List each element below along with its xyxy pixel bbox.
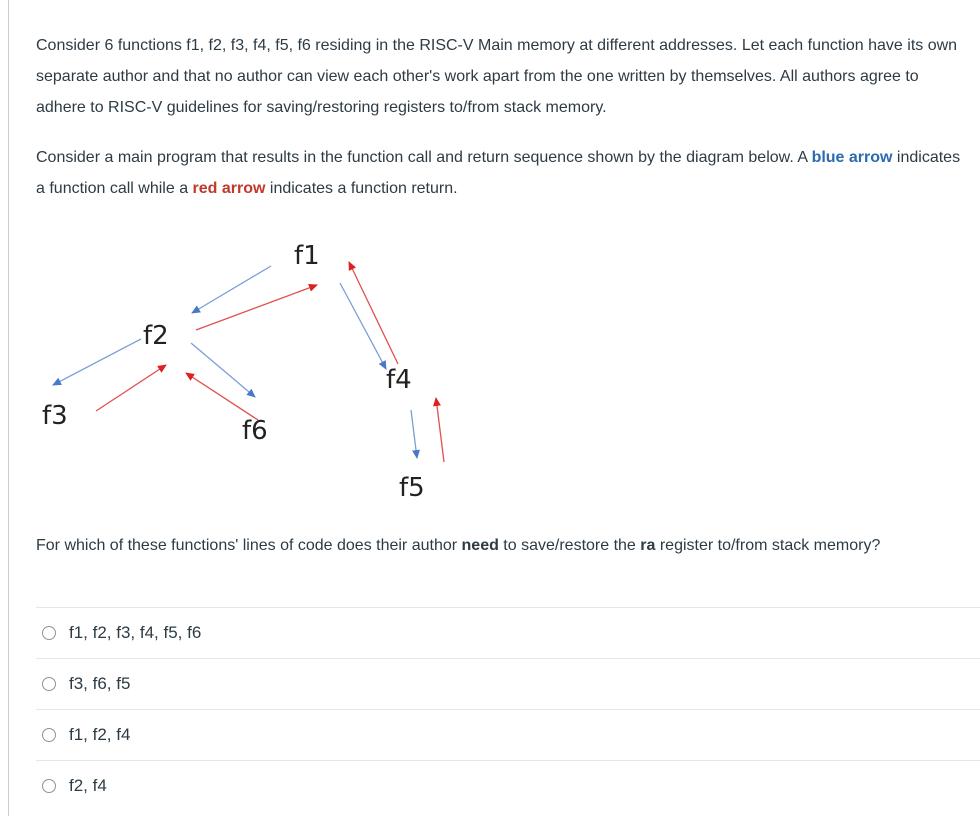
radio-button[interactable] — [42, 779, 56, 793]
question-text-1: For which of these functions' lines of code does their author — [36, 537, 462, 554]
node-f5: f5 — [399, 473, 425, 503]
answer-list — [36, 607, 980, 811]
quiz-question-card — [8, 0, 980, 816]
blue-arrow-text: blue arrow — [811, 149, 893, 166]
radio-button[interactable] — [42, 677, 56, 691]
answer-option[interactable] — [36, 709, 980, 760]
question-ra: ra — [640, 537, 656, 554]
call-arrow-f2-f3 — [53, 339, 141, 385]
call-arrow-f2-f6 — [191, 343, 255, 397]
return-arrow-f5-f4 — [436, 398, 444, 462]
intro-p2-text-1: Consider a main program that results in the function call and return sequence shown by the diagram below. A — [36, 149, 812, 166]
question-text-3: register to/from stack memory? — [655, 537, 881, 554]
node-f4: f4 — [386, 365, 412, 395]
answer-option[interactable] — [36, 607, 980, 658]
answer-label[interactable]: f3, f6, f5 — [69, 674, 131, 693]
answer-label[interactable]: f1, f2, f3, f4, f5, f6 — [69, 623, 202, 642]
return-arrow-f3-f2 — [96, 365, 166, 411]
intro-p2-text-3: indicates a function return. — [265, 180, 458, 197]
answer-label[interactable]: f2, f4 — [69, 776, 107, 795]
red-arrow-text: red arrow — [192, 180, 266, 197]
answer-option[interactable] — [36, 760, 980, 811]
return-arrow-f6-f2 — [186, 373, 258, 420]
answer-option[interactable] — [36, 658, 980, 709]
call-arrow-f4-f5 — [411, 410, 417, 458]
question-text — [36, 533, 880, 559]
answer-label[interactable]: f1, f2, f4 — [69, 725, 131, 744]
call-return-diagram — [9, 0, 980, 520]
intro-p2-text-2: indicates a function call while a — [36, 149, 961, 197]
node-f3: f3 — [42, 401, 68, 431]
node-f1: f1 — [294, 241, 320, 271]
node-f2: f2 — [143, 321, 169, 351]
intro-paragraph-1: Consider 6 functions f1, f2, f3, f4, f5, f6 residing in the RISC-V Main memory at different addresses. Let each function have its own separate author and that no author can view each other's work apart from the one written by themselves. All authors agree to adhere to RISC-V guidelines for saving/restoring registers to/from stack memory. — [36, 37, 958, 116]
node-f6: f6 — [242, 416, 268, 446]
return-arrow-f2-f1 — [196, 285, 317, 330]
question-text-2: to save/restore the — [498, 537, 641, 554]
radio-button[interactable] — [42, 728, 56, 742]
radio-button[interactable] — [42, 626, 56, 640]
question-need: need — [461, 537, 499, 554]
